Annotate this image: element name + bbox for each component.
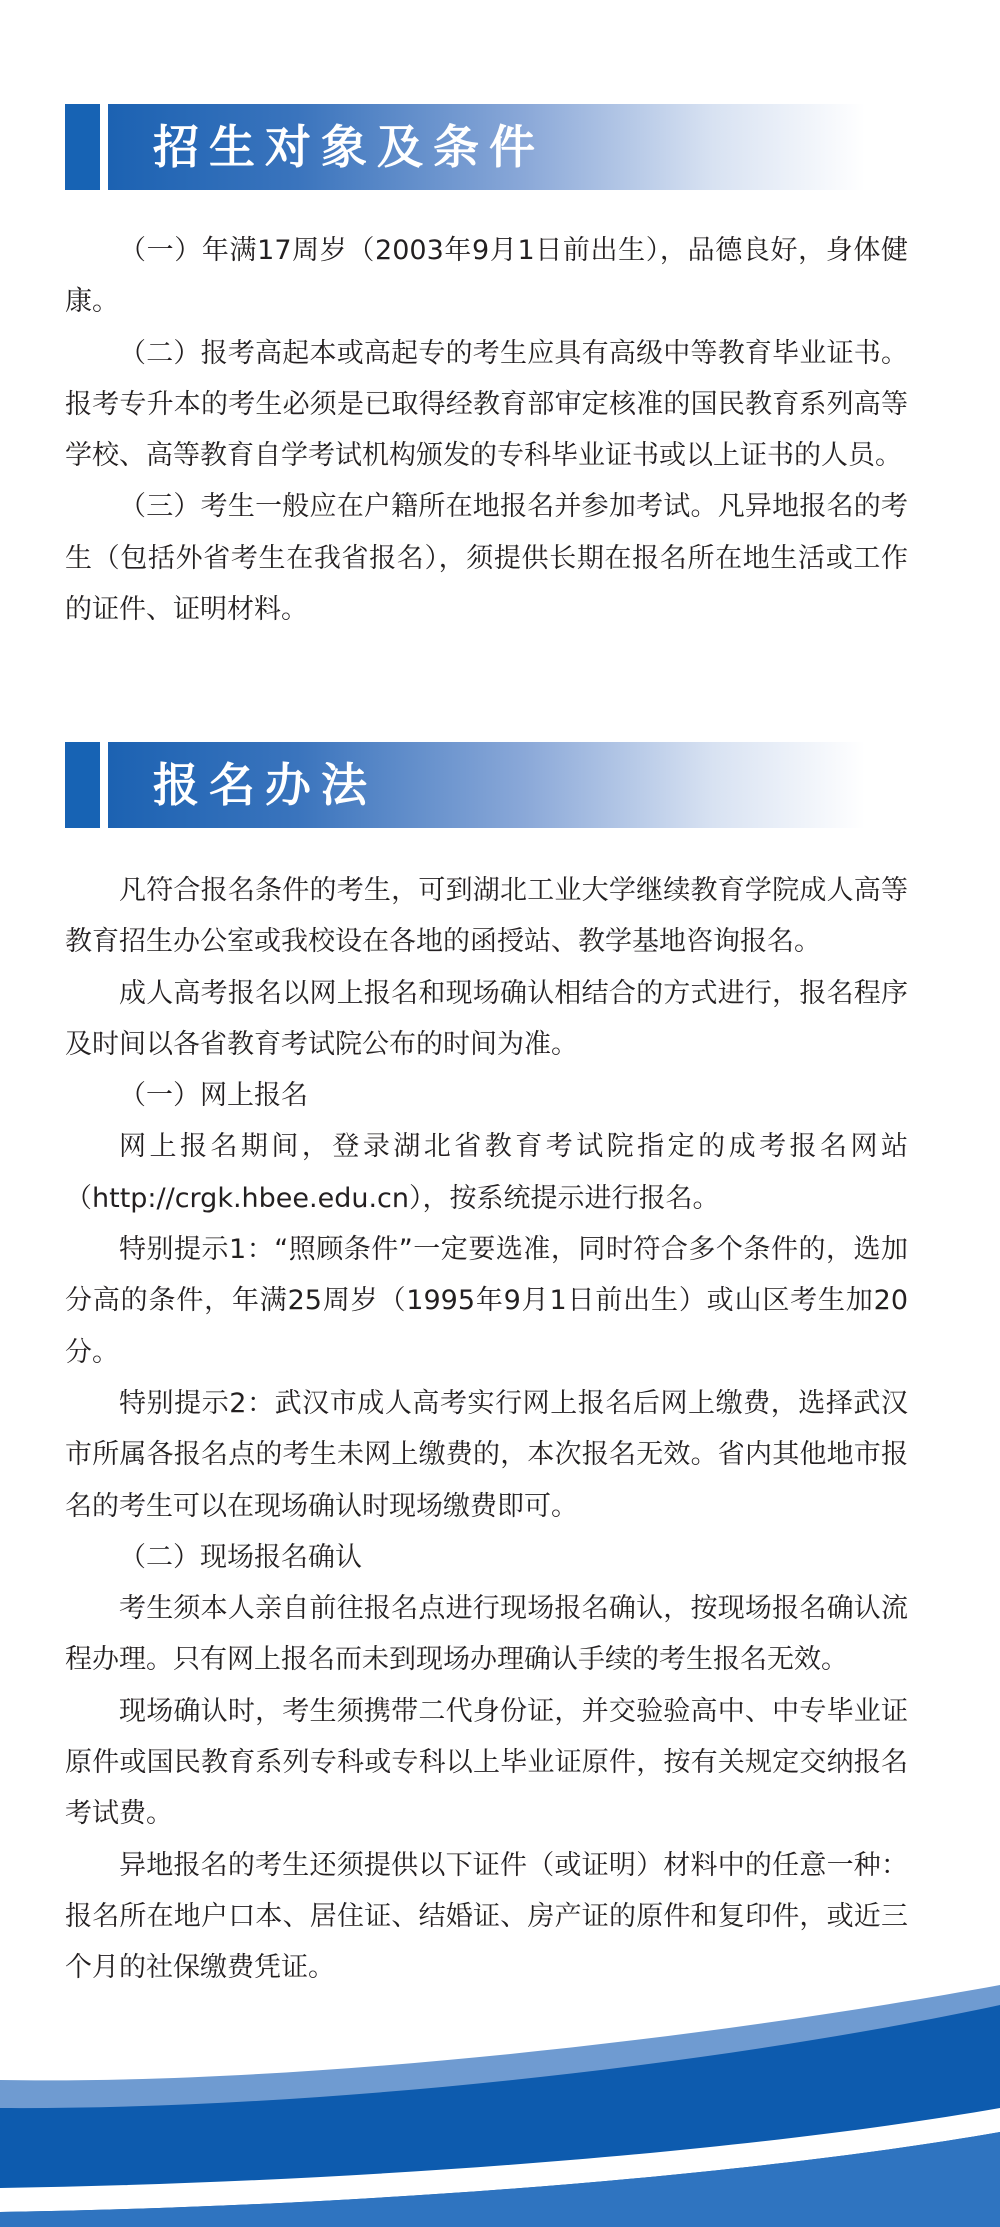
header-accent-bar <box>65 742 100 828</box>
paragraph: 成人高考报名以网上报名和现场确认相结合的方式进行，报名程序及时间以各省教育考试院公布的时间为准。 <box>65 977 908 1060</box>
section-content-admission-criteria <box>65 225 908 635</box>
header-accent-bar <box>65 104 100 190</box>
paragraph: 网上报名期间，登录湖北省教育考试院指定的成考报名网站（http://crgk.hbee.edu.cn），按系统提示进行报名。 <box>65 1131 908 1214</box>
paragraph: 异地报名的考生还须提供以下证件（或证明）材料中的任意一种：报名所在地户口本、居住证、结婚证、房产证的原件和复印件，或近三个月的社保缴费凭证。 <box>65 1849 908 1984</box>
section-content-registration-method <box>65 865 908 1994</box>
paragraph-subheading-onsite: （二）现场报名确认 <box>119 1541 362 1573</box>
section-header-registration-method <box>65 742 865 828</box>
paragraph: 现场确认时，考生须携带二代身份证，并交验验高中、中专毕业证原件或国民教育系列专科或专科以上毕业证原件，按有关规定交纳报名考试费。 <box>65 1695 908 1830</box>
section-title: 招生对象及条件 <box>153 120 545 174</box>
paragraph: 凡符合报名条件的考生，可到湖北工业大学继续教育学院成人高等教育招生办公室或我校设在各地的函授站、教学基地咨询报名。 <box>65 875 908 958</box>
paragraph: （二）报考高起本或高起专的考生应具有高级中等教育毕业证书。报考专升本的考生必须是已取得经教育部审定核准的国民教育系列高等学校、高等教育自学考试机构颁发的专科毕业证书或以上证书的人员。 <box>65 337 908 472</box>
paragraph: 考生须本人亲自前往报名点进行现场报名确认，按现场报名确认流程办理。只有网上报名而未到现场办理确认手续的考生报名无效。 <box>65 1593 908 1676</box>
paragraph-subheading-online: （一）网上报名 <box>119 1080 308 1112</box>
paragraph: （一）年满17周岁（2003年9月1日前出生），品德良好，身体健康。 <box>65 235 908 318</box>
paragraph: 特别提示2：武汉市成人高考实行网上报名后网上缴费，选择武汉市所属各报名点的考生未网上缴费的，本次报名无效。省内其他地市报名的考生可以在现场确认时现场缴费即可。 <box>65 1387 908 1522</box>
section-header-admission-criteria <box>65 104 865 190</box>
paragraph: （三）考生一般应在户籍所在地报名并参加考试。凡异地报名的考生（包括外省考生在我省报名），须提供长期在报名所在地生活或工作的证件、证明材料。 <box>65 491 908 626</box>
decorative-bottom-wave <box>0 1960 1000 2227</box>
section-title: 报名办法 <box>153 758 377 812</box>
paragraph: 特别提示1：“照顾条件”一定要选准，同时符合多个条件的，选加分高的条件，年满25周岁（1995年9月1日前出生）或山区考生加20分。 <box>65 1234 908 1368</box>
